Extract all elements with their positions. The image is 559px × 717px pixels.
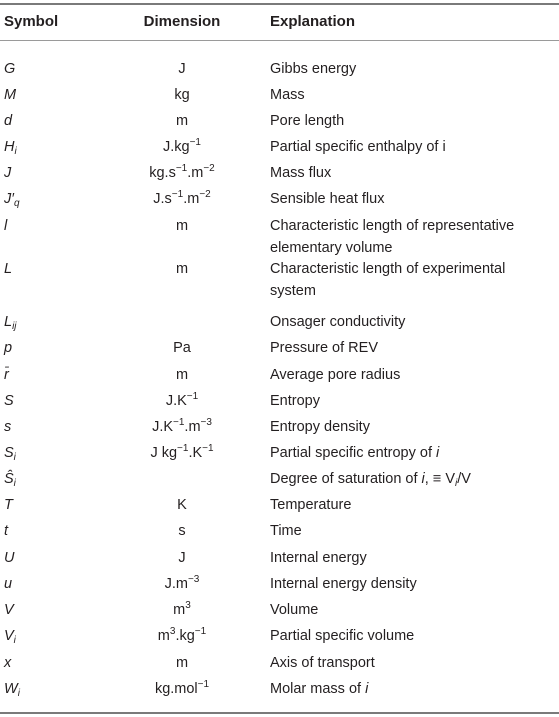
explanation-text: Degree of saturation of bbox=[270, 471, 422, 487]
symbol-subscript: q bbox=[13, 198, 20, 209]
header-dimension: Dimension bbox=[143, 13, 221, 30]
explanation-subscript: i bbox=[455, 478, 458, 489]
explanation-cell bbox=[270, 442, 556, 464]
symbol-text: S bbox=[4, 393, 14, 409]
symbol-text: G bbox=[4, 61, 16, 77]
dimension-text-2: .m bbox=[183, 191, 200, 207]
dimension-exponent-2: −2 bbox=[203, 163, 215, 174]
dimension-text: J.K bbox=[152, 419, 174, 435]
symbol-cell bbox=[4, 162, 11, 184]
symbol-text: T bbox=[4, 497, 13, 513]
dimension-cell bbox=[106, 215, 258, 237]
symbol-text: t bbox=[4, 523, 9, 539]
symbol-text: V bbox=[4, 602, 14, 618]
symbol-cell bbox=[4, 625, 16, 647]
header-symbol: Symbol bbox=[4, 13, 59, 30]
symbol-cell bbox=[4, 84, 16, 106]
dimension-cell bbox=[106, 520, 258, 542]
symbol-subscript: i bbox=[13, 452, 16, 463]
explanation-text: Internal energy bbox=[270, 550, 367, 566]
dimension-text: m bbox=[175, 218, 189, 234]
dimension-text: K bbox=[177, 497, 187, 513]
symbol-text: r̄ bbox=[4, 367, 9, 383]
symbol-text: S bbox=[4, 445, 14, 461]
dimension-cell bbox=[106, 84, 258, 106]
dimension-cell bbox=[106, 58, 258, 80]
dimension-cell bbox=[106, 678, 258, 700]
symbol-cell bbox=[4, 416, 11, 438]
explanation-text: Gibbs energy bbox=[270, 61, 357, 77]
dimension-text: kg bbox=[174, 87, 190, 103]
explanation-cell bbox=[270, 573, 556, 595]
symbol-text: l bbox=[4, 218, 8, 234]
symbol-text: W bbox=[4, 681, 18, 697]
symbol-cell bbox=[4, 599, 14, 621]
explanation-cell bbox=[270, 390, 556, 412]
symbol-cell bbox=[4, 136, 17, 158]
header-rule bbox=[0, 40, 559, 41]
explanation-text: Average pore radius bbox=[270, 367, 401, 383]
symbol-text: H bbox=[4, 139, 15, 155]
symbol-text: s bbox=[4, 419, 12, 435]
top-rule bbox=[0, 3, 559, 5]
symbol-text: U bbox=[4, 550, 15, 566]
explanation-cell bbox=[270, 678, 556, 700]
symbol-cell bbox=[4, 494, 13, 516]
dimension-text: J kg bbox=[150, 445, 178, 461]
dimension-cell bbox=[106, 416, 258, 438]
explanation-cell bbox=[270, 58, 556, 80]
dimension-text: m bbox=[173, 602, 186, 618]
explanation-text: Internal energy density bbox=[270, 576, 417, 592]
dimension-text: m bbox=[175, 655, 189, 671]
dimension-cell bbox=[106, 390, 258, 412]
explanation-text: Characteristic length of experimental bbox=[270, 261, 506, 277]
symbol-cell bbox=[4, 258, 12, 280]
explanation-cell bbox=[270, 520, 556, 542]
explanation-cell bbox=[270, 110, 556, 132]
symbol-cell bbox=[4, 390, 14, 412]
dimension-exponent: −1 bbox=[171, 189, 184, 200]
dimension-text-2: .m bbox=[187, 165, 204, 181]
explanation-text: Time bbox=[270, 523, 302, 539]
explanation-cell bbox=[270, 337, 556, 359]
symbol-text: V bbox=[4, 628, 14, 644]
dimension-cell bbox=[106, 162, 258, 184]
dimension-exponent: −1 bbox=[186, 391, 199, 402]
dimension-exponent-2: −1 bbox=[194, 626, 207, 637]
symbol-text: Ŝ bbox=[4, 471, 14, 487]
explanation-text: Partial specific entropy of bbox=[270, 445, 437, 461]
dimension-cell bbox=[106, 110, 258, 132]
symbol-text: L bbox=[4, 261, 13, 277]
header-explanation: Explanation bbox=[270, 13, 356, 30]
dimension-exponent: −1 bbox=[189, 137, 201, 148]
symbol-cell bbox=[4, 188, 20, 210]
symbol-subscript: i bbox=[13, 635, 16, 646]
dimension-exponent: −1 bbox=[173, 417, 185, 428]
explanation-text: Entropy density bbox=[270, 419, 370, 435]
dimension-cell bbox=[106, 188, 258, 210]
dimension-text-2: .kg bbox=[175, 628, 195, 644]
explanation-cell bbox=[270, 311, 556, 333]
symbol-cell bbox=[4, 520, 8, 542]
explanation-text: Axis of transport bbox=[270, 655, 375, 671]
symbol-subscript: ij bbox=[12, 321, 17, 332]
dimension-cell bbox=[106, 337, 258, 359]
dimension-exponent: 3 bbox=[169, 626, 176, 637]
dimension-cell bbox=[106, 494, 258, 516]
explanation-text: Temperature bbox=[270, 497, 352, 513]
explanation-text: Mass bbox=[270, 87, 305, 103]
symbol-cell bbox=[4, 547, 14, 569]
dimension-text-2: .m bbox=[184, 419, 201, 435]
explanation-cell bbox=[270, 652, 556, 674]
dimension-cell bbox=[106, 625, 258, 647]
symbol-cell bbox=[4, 337, 12, 359]
symbol-cell bbox=[4, 215, 7, 237]
explanation-text: Pore length bbox=[270, 113, 345, 129]
symbol-text: J′ bbox=[4, 191, 14, 207]
dimension-text: Pa bbox=[173, 340, 191, 356]
dimension-text: m bbox=[157, 628, 170, 644]
bottom-rule bbox=[0, 712, 559, 714]
symbol-text: M bbox=[4, 87, 17, 103]
explanation-text: Volume bbox=[270, 602, 319, 618]
dimension-text: m bbox=[175, 261, 189, 277]
dimension-text: kg.s bbox=[149, 165, 176, 181]
symbol-cell bbox=[4, 678, 20, 700]
dimension-text: J bbox=[178, 61, 186, 77]
explanation-text: Partial specific enthalpy of i bbox=[270, 139, 446, 155]
symbol-cell bbox=[4, 364, 9, 386]
dimension-cell bbox=[106, 258, 258, 280]
symbol-cell bbox=[4, 58, 15, 80]
dimension-text: J.K bbox=[165, 393, 187, 409]
explanation-text: Sensible heat flux bbox=[270, 191, 385, 207]
explanation-italic: i bbox=[365, 681, 369, 697]
explanation-cell bbox=[270, 468, 556, 490]
explanation-italic: i bbox=[421, 471, 425, 487]
explanation-cell bbox=[270, 84, 556, 106]
dimension-cell bbox=[106, 573, 258, 595]
explanation-cell bbox=[270, 136, 556, 158]
dimension-text-2: .K bbox=[188, 445, 203, 461]
dimension-cell bbox=[106, 136, 258, 158]
dimension-text: m bbox=[175, 113, 189, 129]
explanation-cell bbox=[270, 416, 556, 438]
dimension-cell bbox=[106, 652, 258, 674]
dimension-text: J.s bbox=[153, 191, 172, 207]
explanation-italic: i bbox=[436, 445, 440, 461]
dimension-exponent: −1 bbox=[177, 443, 189, 454]
dimension-text: J.m bbox=[164, 576, 188, 592]
explanation-cell bbox=[270, 188, 556, 210]
dimension-text: J bbox=[178, 550, 186, 566]
explanation-line-2: system bbox=[270, 283, 316, 299]
symbol-subscript: i bbox=[14, 146, 17, 157]
explanation-cell bbox=[270, 494, 556, 516]
symbol-text: L bbox=[4, 314, 13, 330]
symbol-text: d bbox=[4, 113, 13, 129]
explanation-cell bbox=[270, 625, 556, 647]
dimension-text: kg.mol bbox=[154, 681, 198, 697]
symbol-cell bbox=[4, 468, 16, 490]
explanation-cell bbox=[270, 258, 556, 302]
dimension-cell bbox=[106, 547, 258, 569]
symbol-cell bbox=[4, 311, 17, 333]
explanation-text: Mass flux bbox=[270, 165, 332, 181]
explanation-cell bbox=[270, 364, 556, 386]
symbol-cell bbox=[4, 652, 11, 674]
dimension-text: m bbox=[175, 367, 189, 383]
symbol-cell bbox=[4, 442, 16, 464]
symbol-subscript: i bbox=[13, 478, 16, 489]
symbol-text: J bbox=[4, 165, 12, 181]
explanation-text: Pressure of REV bbox=[270, 340, 378, 356]
dimension-exponent-2: −2 bbox=[199, 189, 211, 200]
dimension-exponent-2: −1 bbox=[202, 443, 214, 454]
dimension-exponent: −1 bbox=[175, 163, 188, 174]
symbol-subscript: i bbox=[17, 688, 20, 699]
explanation-tail: , ≡ V bbox=[424, 471, 455, 487]
explanation-text: Characteristic length of representative bbox=[270, 218, 515, 234]
explanation-text: Onsager conductivity bbox=[270, 314, 406, 330]
dimension-exponent-2: −3 bbox=[200, 417, 212, 428]
symbol-cell bbox=[4, 573, 12, 595]
dimension-cell bbox=[106, 442, 258, 464]
dimension-exponent: 3 bbox=[185, 600, 191, 611]
dimension-text: s bbox=[178, 523, 186, 539]
dimension-exponent: −3 bbox=[187, 574, 200, 585]
symbol-text: x bbox=[4, 655, 12, 671]
dimension-exponent: −1 bbox=[197, 679, 210, 690]
dimension-text: J.kg bbox=[163, 139, 190, 155]
dimension-cell bbox=[106, 599, 258, 621]
explanation-text: Entropy bbox=[270, 393, 320, 409]
symbol-text: u bbox=[4, 576, 13, 592]
symbol-text: p bbox=[4, 340, 13, 356]
symbol-cell bbox=[4, 110, 12, 132]
explanation-cell bbox=[270, 599, 556, 621]
explanation-line-2: elementary volume bbox=[270, 240, 393, 256]
explanation-tail-2: /V bbox=[457, 471, 471, 487]
explanation-cell bbox=[270, 547, 556, 569]
explanation-cell bbox=[270, 215, 556, 259]
explanation-cell bbox=[270, 162, 556, 184]
explanation-text: Partial specific volume bbox=[270, 628, 415, 644]
explanation-text: Molar mass of bbox=[270, 681, 366, 697]
dimension-cell bbox=[106, 364, 258, 386]
